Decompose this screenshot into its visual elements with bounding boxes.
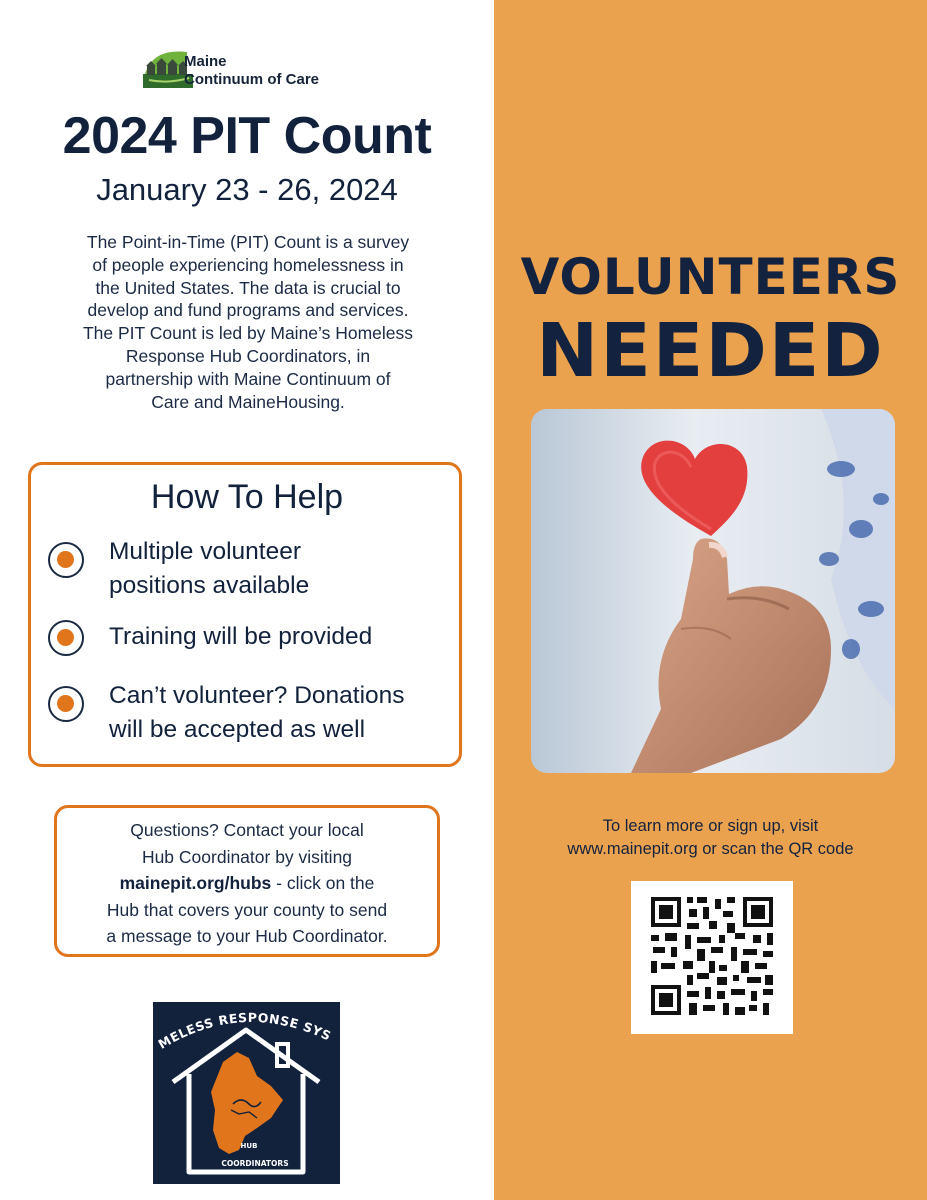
help-item-line: Training will be provided [109,623,373,650]
intro-line: Response Hub Coordinators, in [125,345,371,366]
intro-line: the United States. The data is crucial to [95,277,401,298]
logo-line-1: Maine [184,53,227,70]
house-maine-map-icon [153,1002,340,1184]
bullet-icon [48,620,84,656]
help-item-text [109,620,459,654]
hub-logo-line1: HUB [240,1142,258,1150]
help-item-line: will be accepted as well [109,716,366,743]
page-title: 2024 PIT Count [62,107,432,165]
questions-line-rest: - click on the [271,873,375,893]
help-item-line: positions available [109,572,310,599]
logo-text [184,53,319,89]
questions-line: Questions? Contact your local [130,820,364,840]
help-item-text [109,679,459,747]
intro-paragraph [50,231,446,413]
intro-line: partnership with Maine Continuum of [105,368,391,389]
learn-more-line: To learn more or sign up, visit [602,817,819,835]
event-dates: January 23 - 26, 2024 [96,172,398,207]
questions-line [54,870,440,897]
help-item-line: Multiple volunteer [109,538,302,565]
help-item-text [109,535,459,603]
intro-line: The Point-in-Time (PIT) Count is a survey [86,232,410,252]
hub-coordinators-logo [153,1002,340,1184]
bullet-icon [48,686,84,722]
intro-line: Care and MaineHousing. [151,391,345,412]
questions-text [54,817,440,950]
learn-more-text [494,815,927,861]
hub-logo-arc-textpath: MELESS RESPONSE SYS [155,1009,334,1052]
intro-line: of people experiencing homelessness in [92,254,404,275]
qr-code-icon [631,881,793,1034]
learn-more-line[interactable]: www.mainepit.org or scan the QR code [567,840,854,858]
help-item-line: Can’t volunteer? Donations [109,682,405,709]
questions-line: Hub that covers your county to send [106,899,388,920]
questions-line: Hub Coordinator by visiting [141,846,353,867]
logo-line-2: Continuum of Care [184,71,319,88]
qr-code[interactable] [631,881,793,1034]
hub-logo-line2: COORDINATORS [221,1159,289,1168]
hubs-link[interactable]: mainepit.org/hubs [119,873,272,893]
questions-line: a message to your Hub Coordinator. [106,926,388,946]
heart-in-hand-image [531,409,895,773]
maine-coc-logo [143,44,353,92]
bullet-icon [48,542,84,578]
intro-line: The PIT Count is led by Maine’s Homeless [82,323,414,344]
headline-needed: NEEDED [536,308,885,394]
how-to-help-title: How To Help [150,478,344,516]
intro-line: develop and fund programs and services. [87,300,409,321]
headline-volunteers: VOLUNTEERS [520,248,901,306]
hub-logo-arc-text [153,1002,334,1052]
heart-hand-photo [531,409,895,773]
